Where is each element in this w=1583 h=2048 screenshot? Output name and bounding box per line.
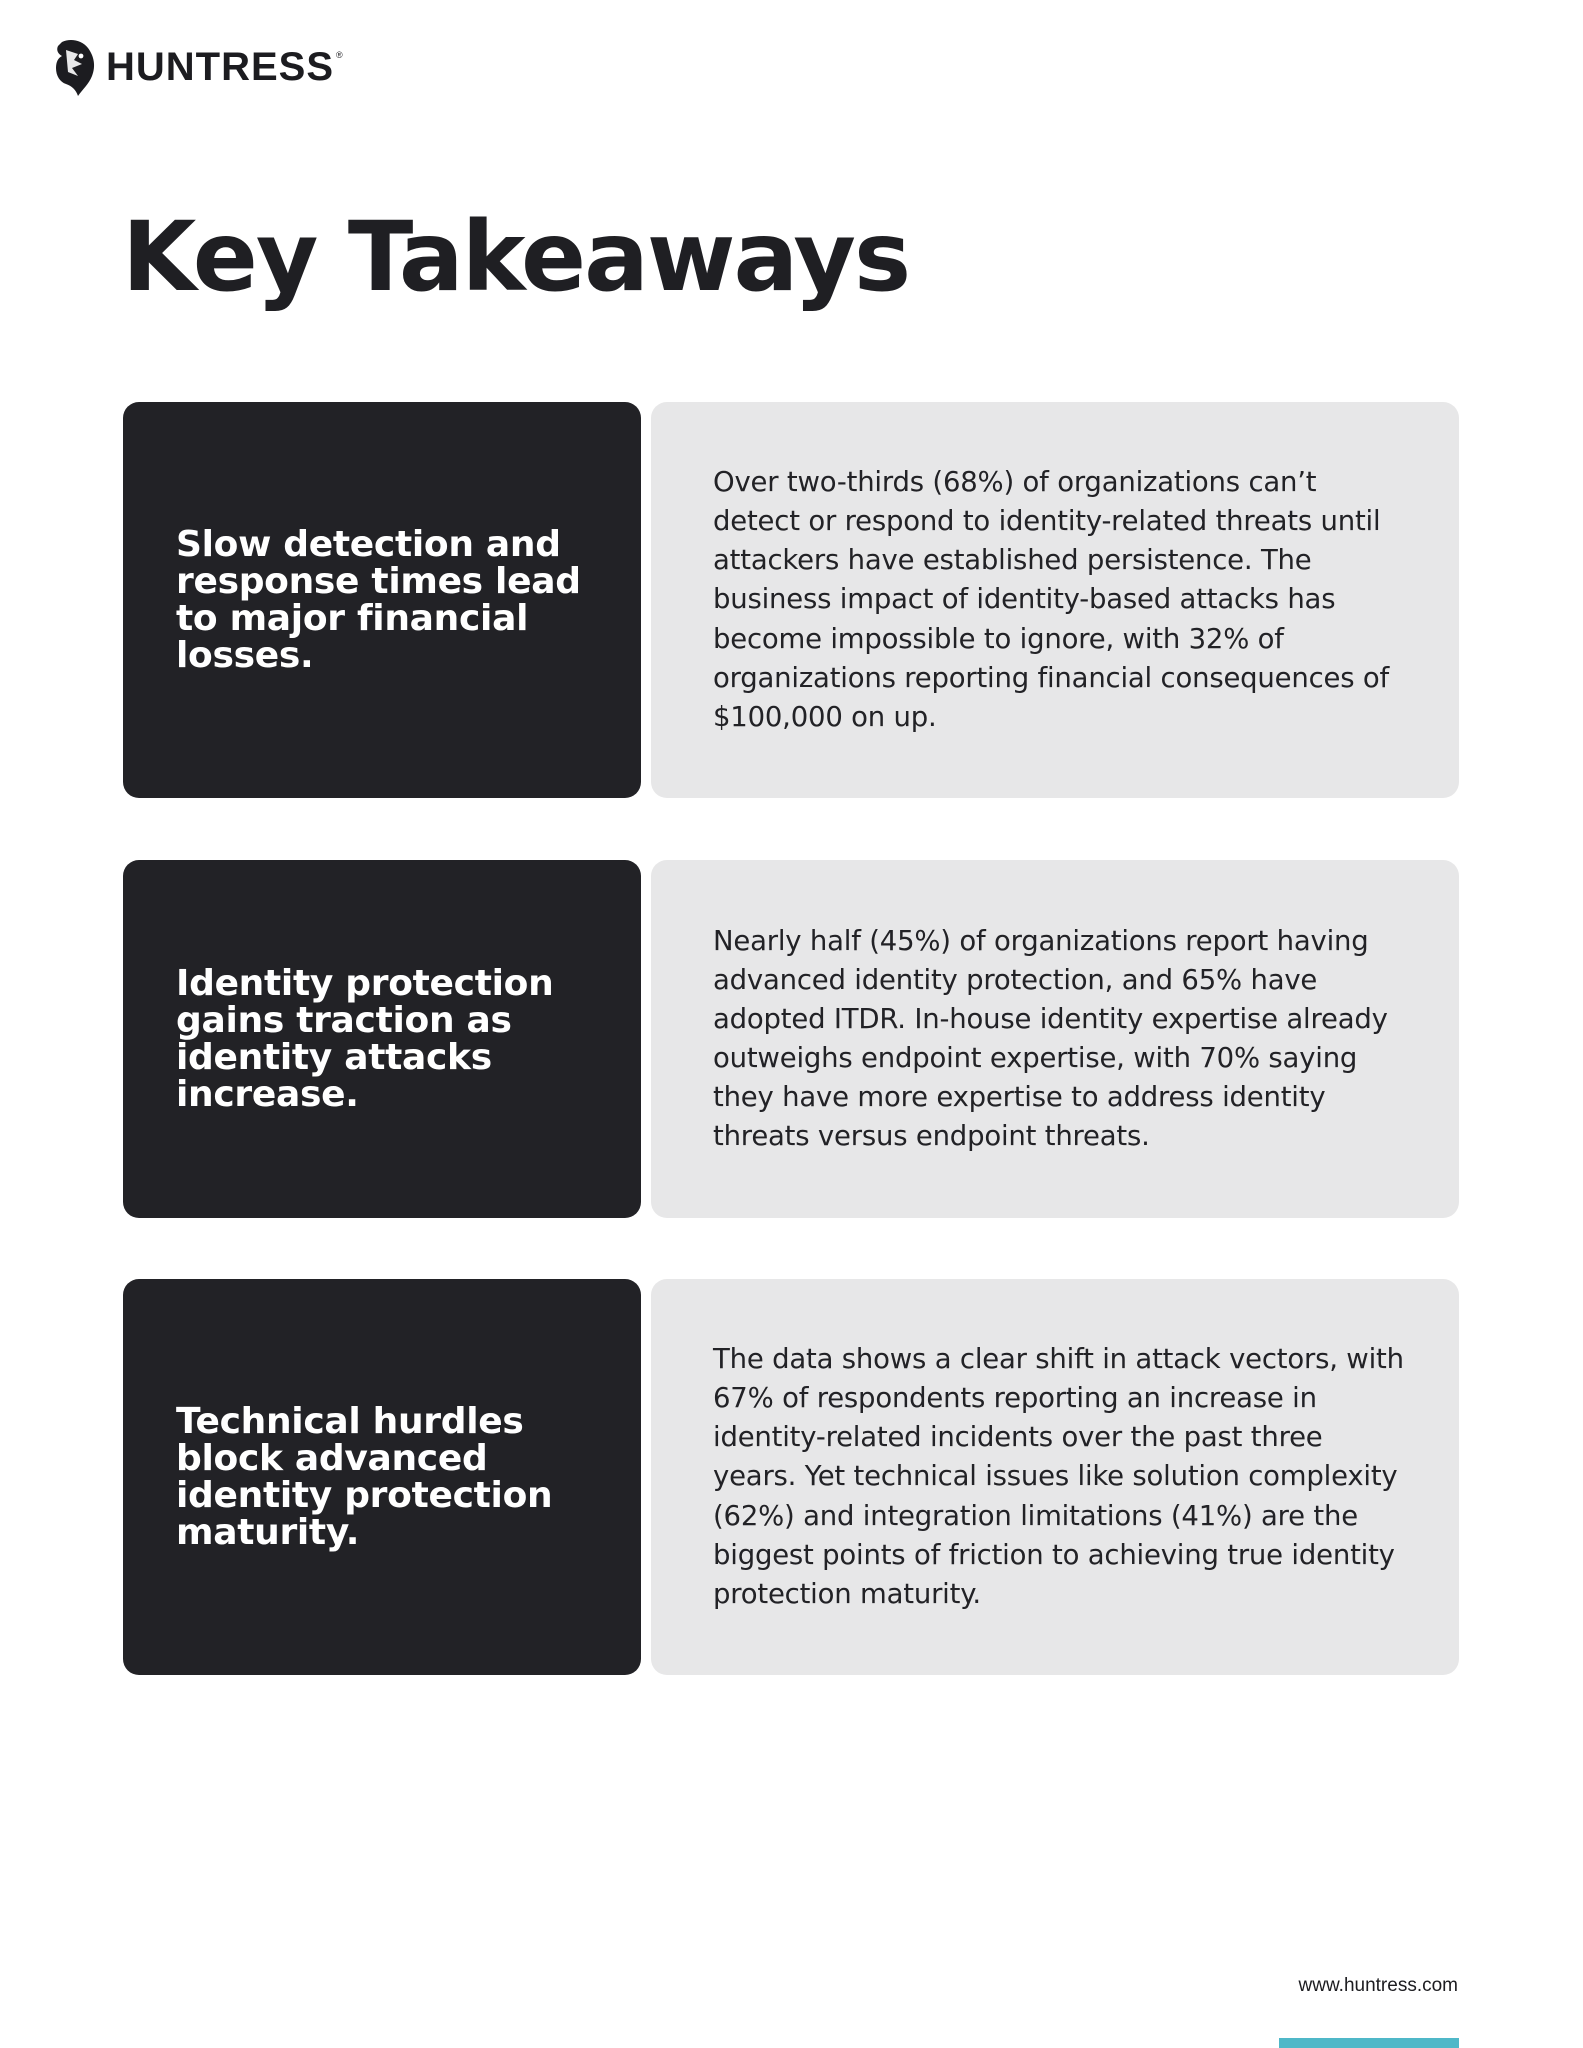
takeaway-heading-card: [123, 1279, 641, 1675]
takeaway-heading: Technical hurdles block advanced identity protection maturity.: [176, 1400, 553, 1554]
footer-website-link[interactable]: www.huntress.com: [1298, 1975, 1458, 1996]
trademark-symbol: ®: [336, 50, 343, 60]
page-title: Key Takeaways: [122, 201, 910, 313]
takeaway-heading-card: [123, 402, 641, 798]
takeaway-body-card: [651, 402, 1459, 798]
takeaway-body: Over two-thirds (68%) of organizations can’t detect or respond to identity-related threats until attackers have established persistence. The business impact of identity-based attacks has become impossible to ignore, with 32% of organizations reporting financial consequences of $100,000 on up.: [713, 466, 1390, 733]
takeaway-row: [123, 402, 1459, 798]
takeaway-heading: Slow detection and response times lead to major financial losses.: [176, 523, 581, 677]
brand-logo[interactable]: [48, 34, 343, 100]
footer-accent-bar: [1279, 2038, 1459, 2048]
takeaway-body: Nearly half (45%) of organizations report having advanced identity protection, and 65% have adopted ITDR. In-house identity expertise already outweighs endpoint expertise, with 70% saying they have more expertise to address identity threats versus endpoint threats.: [713, 924, 1388, 1153]
takeaway-body: The data shows a clear shift in attack vectors, with 67% of respondents reporting an increase in identity-related incidents over the past three years. Yet technical issues like solution complexity (62%) and integration limitations (41%) are the biggest points of friction to achieving true identity protection maturity.: [713, 1343, 1404, 1610]
huntress-logo-icon: [48, 34, 100, 100]
takeaway-body-card: [651, 1279, 1459, 1675]
takeaway-body-card: [651, 860, 1459, 1218]
brand-name: HUNTRESS: [106, 44, 335, 89]
takeaway-row: [123, 860, 1459, 1218]
takeaway-row: [123, 1279, 1459, 1675]
takeaway-heading-card: [123, 860, 641, 1218]
takeaway-heading: Identity protection gains traction as identity attacks increase.: [176, 962, 554, 1116]
